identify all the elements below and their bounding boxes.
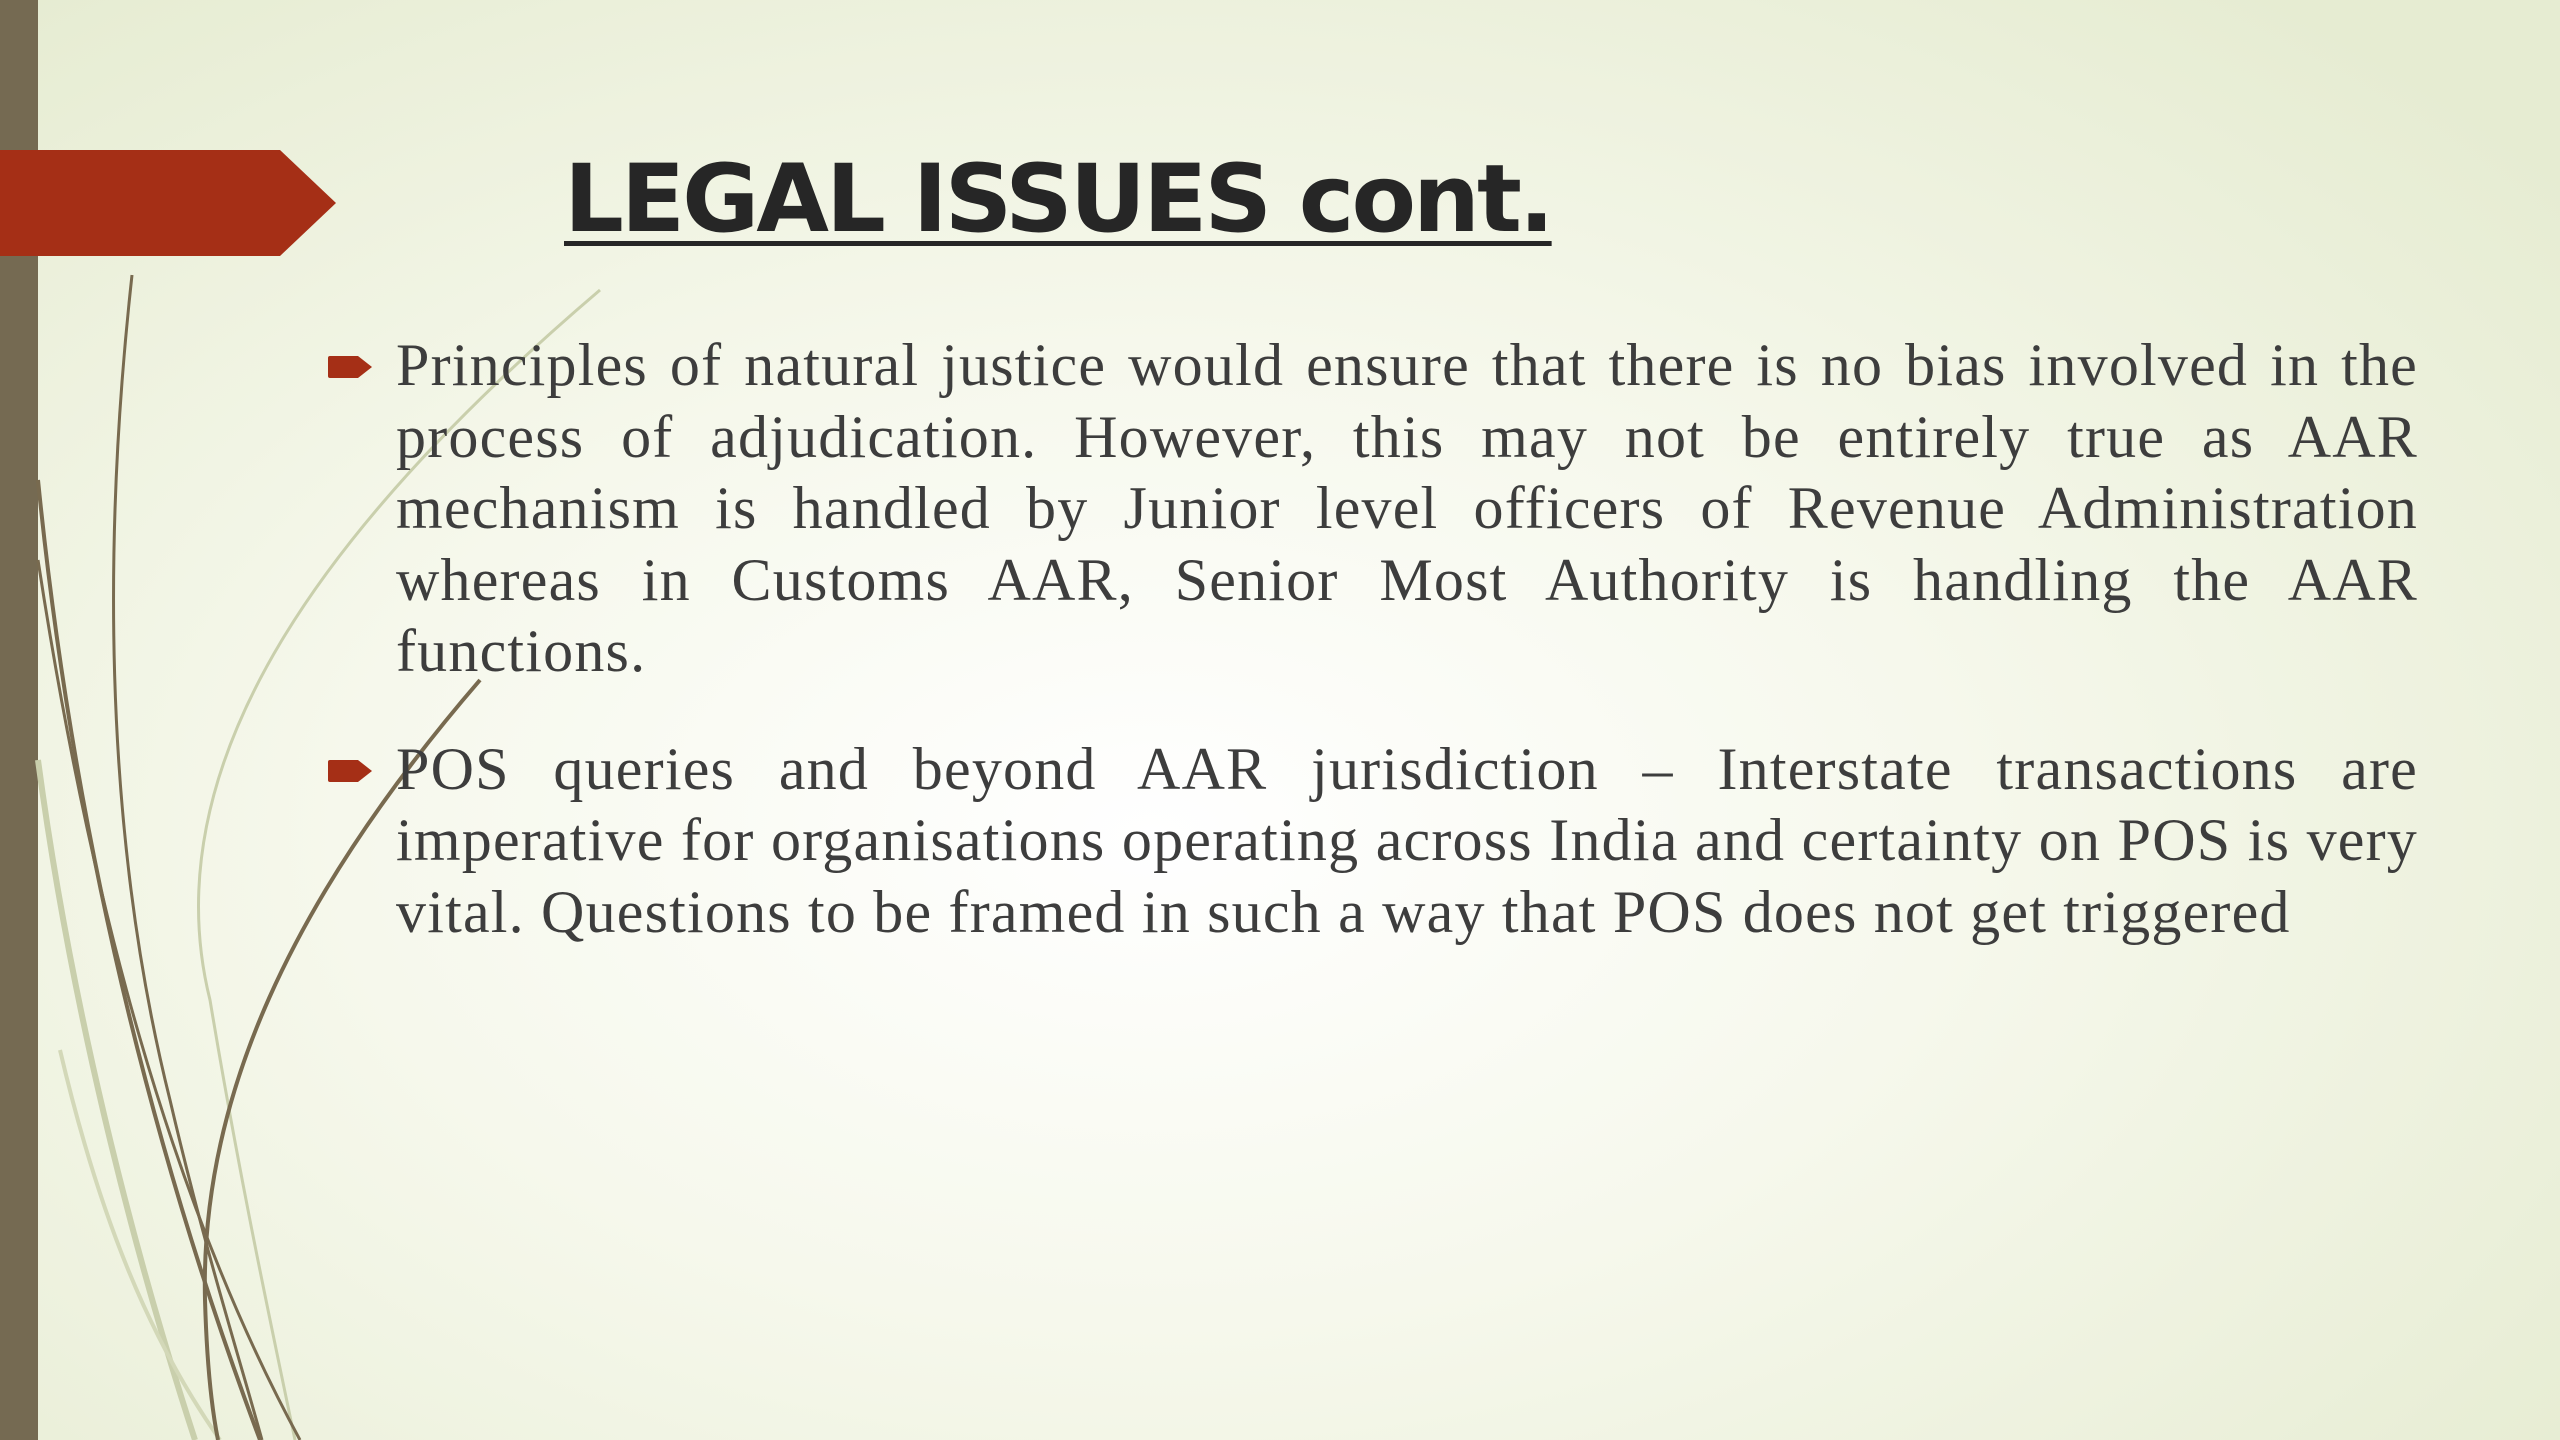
bullet-item <box>320 734 2418 949</box>
dark-curve <box>114 275 262 1440</box>
bullet-text: Principles of natural justice would ensure that there is no bias involved in the process of adjudication. However, this may not be entirely true as AAR mechanism is handled by Junior level officers of Revenue Administration whereas in Customs AAR, Senior Most Authority is handling the AAR functions. <box>396 332 2418 684</box>
arrow-bullet-icon <box>326 354 374 380</box>
bullet-list <box>320 330 2418 994</box>
arrow-bullet-icon <box>326 758 374 784</box>
bullet-text: POS queries and beyond AAR jurisdiction – Interstate transactions are imperative for organisations operating across India and certainty on POS is very vital. Questions to be framed in such a way that POS does not get triggered <box>396 735 2418 945</box>
slide-title: LEGAL ISSUES cont. <box>564 145 1552 254</box>
bullet-item <box>320 330 2418 688</box>
title-arrow-icon <box>0 150 336 256</box>
